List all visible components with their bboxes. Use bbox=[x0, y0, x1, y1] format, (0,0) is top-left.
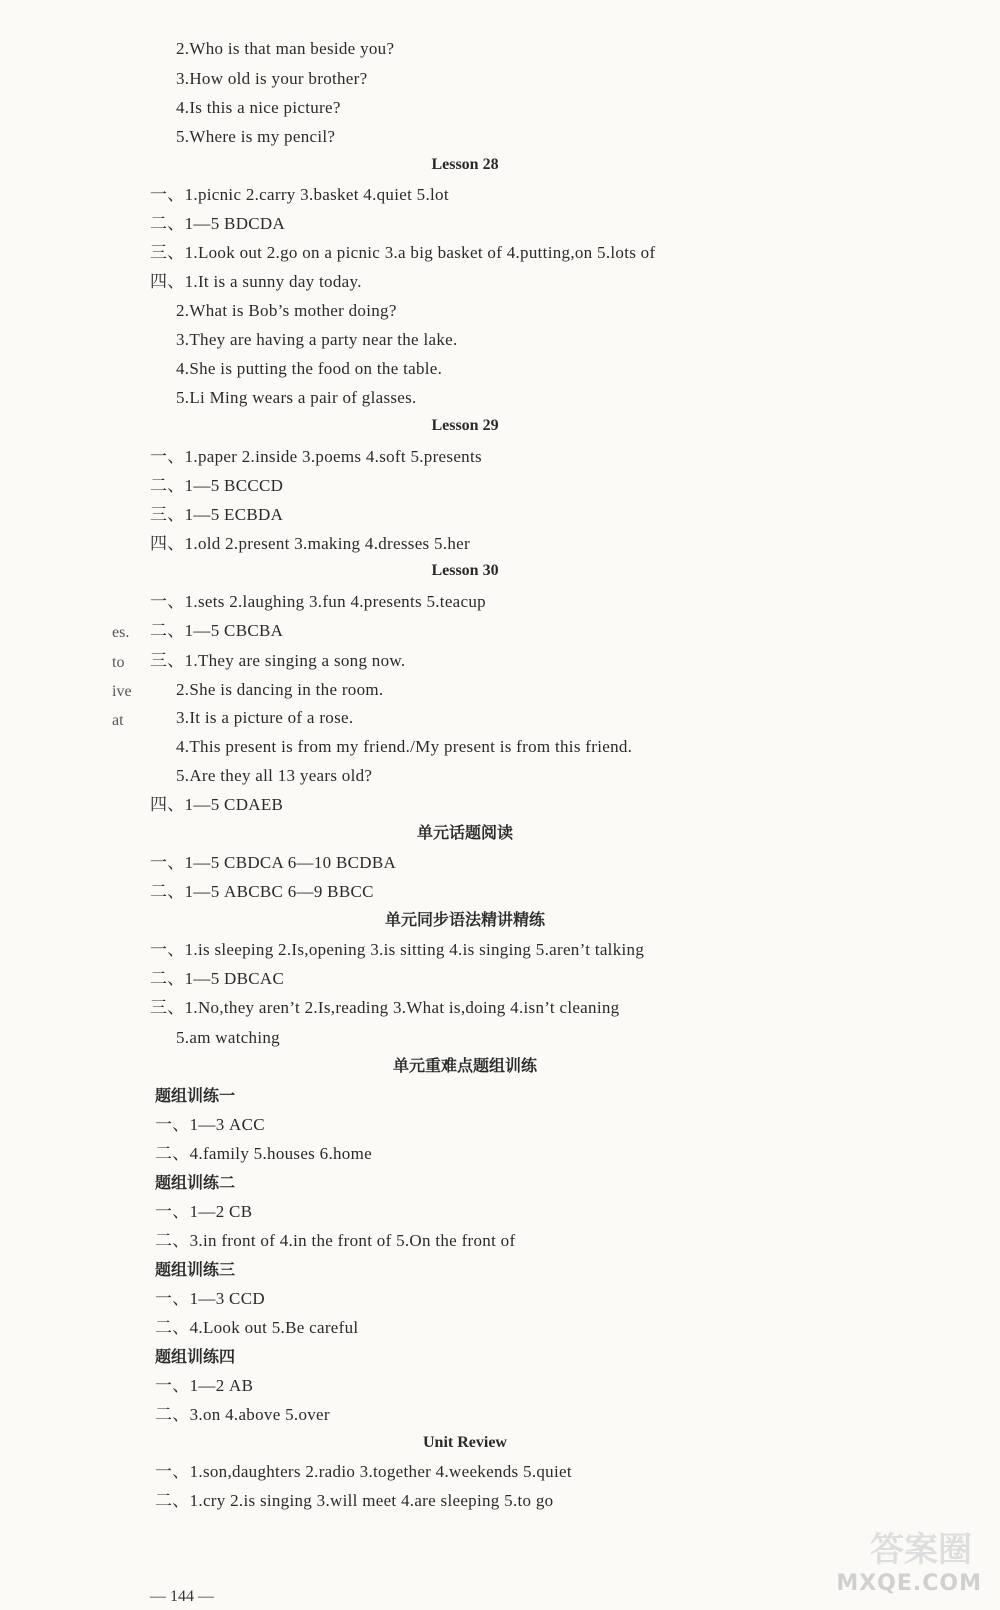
answer-line: 二、1—5 BCCCD bbox=[150, 476, 284, 495]
answer-line: 二、1—5 ABCBC 6—9 BBCC bbox=[150, 882, 374, 901]
answer-line: 三、1.They are singing a song now. bbox=[150, 651, 406, 670]
answer-line: 一、1.sets 2.laughing 3.fun 4.presents 5.teacup bbox=[150, 592, 486, 611]
section-heading: 单元同步语法精讲精练 bbox=[384, 910, 545, 929]
answer-line: 四、1.old 2.present 3.making 4.dresses 5.her bbox=[150, 534, 470, 553]
answer-line: 二、4.family 5.houses 6.home bbox=[155, 1144, 372, 1163]
answer-line: 二、4.Look out 5.Be careful bbox=[155, 1318, 359, 1337]
section-heading: Unit Review bbox=[423, 1434, 507, 1451]
margin-fragment: es. bbox=[112, 624, 130, 641]
answer-line: 二、1—5 DBCAC bbox=[150, 969, 285, 988]
answer-line: 一、1—3 CCD bbox=[155, 1289, 265, 1308]
answer-line: 3.They are having a party near the lake. bbox=[176, 330, 458, 349]
answer-line: 二、3.on 4.above 5.over bbox=[155, 1405, 330, 1424]
answer-line: 三、1.Look out 2.go on a picnic 3.a big basket of 4.putting,on 5.lots of bbox=[150, 243, 656, 262]
answer-line: 一、1—5 CBDCA 6—10 BCDBA bbox=[150, 853, 397, 872]
group-heading: 题组训练一 bbox=[155, 1086, 236, 1105]
answer-line: 二、1.cry 2.is singing 3.will meet 4.are sleeping 5.to go bbox=[155, 1491, 554, 1510]
answer-line: 5.Li Ming wears a pair of glasses. bbox=[176, 388, 417, 407]
answer-line: 一、1.picnic 2.carry 3.basket 4.quiet 5.lot bbox=[150, 185, 449, 204]
page-number: — 144 — bbox=[150, 1588, 214, 1605]
section-heading: Lesson 29 bbox=[431, 417, 499, 434]
group-heading: 题组训练三 bbox=[155, 1260, 236, 1279]
watermark bbox=[832, 1516, 982, 1596]
section-heading: Lesson 28 bbox=[431, 156, 499, 173]
group-heading: 题组训练四 bbox=[155, 1347, 236, 1366]
answer-line: 四、1.It is a sunny day today. bbox=[150, 272, 362, 291]
answer-line: 一、1.is sleeping 2.Is,opening 3.is sitting 4.is singing 5.aren’t talking bbox=[150, 940, 645, 959]
answer-line: 二、1—5 BDCDA bbox=[150, 214, 286, 233]
section-heading: 单元话题阅读 bbox=[416, 823, 513, 842]
answer-line: 三、1—5 ECBDA bbox=[150, 505, 284, 524]
answer-line: 三、1.No,they aren’t 2.Is,reading 3.What is,doing 4.isn’t cleaning bbox=[150, 998, 620, 1017]
answer-line: 一、1—2 CB bbox=[155, 1202, 253, 1221]
answer-line: 一、1—3 ACC bbox=[155, 1115, 265, 1134]
answer-line: 2.Who is that man beside you? bbox=[176, 39, 395, 58]
answer-line: 一、1.paper 2.inside 3.poems 4.soft 5.presents bbox=[150, 447, 482, 466]
answer-line: 2.She is dancing in the room. bbox=[176, 680, 384, 699]
answer-line: 二、3.in front of 4.in the front of 5.On the front of bbox=[155, 1231, 516, 1250]
answer-line: 4.Is this a nice picture? bbox=[176, 98, 341, 117]
group-heading: 题组训练二 bbox=[155, 1173, 236, 1192]
answer-line: 5.Where is my pencil? bbox=[176, 127, 336, 146]
watermark-text: MXQE.COM bbox=[836, 1571, 982, 1596]
answer-line: 二、1—5 CBCBA bbox=[150, 621, 284, 640]
section-heading: 单元重难点题组训练 bbox=[392, 1056, 537, 1075]
margin-fragment: ive bbox=[112, 683, 132, 700]
answer-line: 一、1.son,daughters 2.radio 3.together 4.weekends 5.quiet bbox=[155, 1462, 572, 1481]
answer-line: 4.This present is from my friend./My present is from this friend. bbox=[176, 737, 633, 756]
answer-line: 2.What is Bob’s mother doing? bbox=[176, 301, 397, 320]
margin-fragment: at bbox=[112, 712, 124, 729]
answer-line: 3.It is a picture of a rose. bbox=[176, 708, 354, 727]
answer-line: 3.How old is your brother? bbox=[176, 69, 368, 88]
answer-line: 一、1—2 AB bbox=[155, 1376, 254, 1395]
watermark-logo: 答案圈 bbox=[870, 1530, 972, 1570]
section-heading: Lesson 30 bbox=[431, 562, 499, 579]
answer-line: 4.She is putting the food on the table. bbox=[176, 359, 443, 378]
answer-line: 四、1—5 CDAEB bbox=[150, 795, 284, 814]
answer-line: 5.am watching bbox=[176, 1028, 280, 1047]
answer-line: 5.Are they all 13 years old? bbox=[176, 766, 373, 785]
margin-fragment: to bbox=[112, 654, 125, 671]
